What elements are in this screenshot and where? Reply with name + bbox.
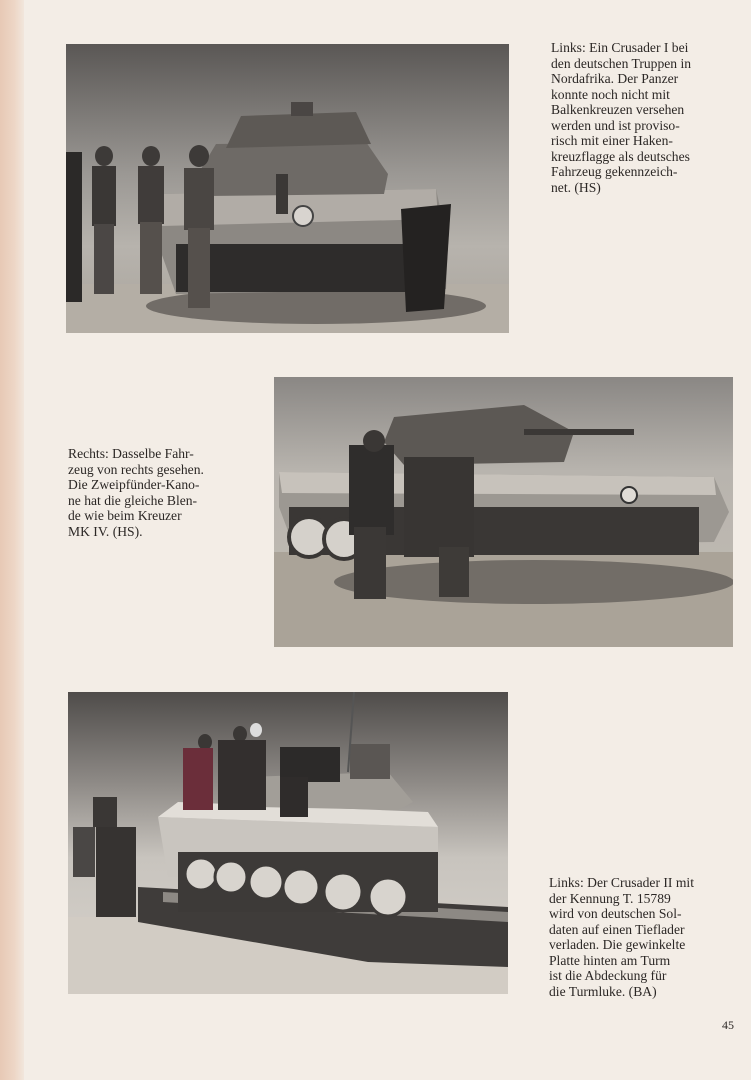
caption-line: Balkenkreuzen versehen — [551, 102, 685, 117]
caption-line: Fahrzeug gekennzeich- — [551, 164, 678, 179]
page-number: 45 — [722, 1018, 734, 1032]
photo-crusader-front — [66, 44, 509, 333]
caption-line: werden und ist proviso- — [551, 117, 680, 133]
caption-line: ne hat die gleiche Blen- — [68, 492, 198, 508]
caption-photo-2 — [68, 446, 268, 539]
caption-line: der Kennung T. 15789 — [549, 890, 671, 906]
caption-line: kreuzflagge als deutsches — [551, 148, 690, 164]
photo-crusader-right-side — [274, 377, 733, 647]
caption-line: die Turmluke. (BA) — [549, 983, 657, 999]
caption-line: zeug von rechts gesehen. — [68, 461, 204, 477]
caption-line: Links: Der Crusader II mit — [549, 875, 694, 890]
caption-line: Nordafrika. Der Panzer — [551, 71, 679, 86]
caption-line: Links: Ein Crusader I bei — [551, 40, 689, 55]
caption-line: net. (HS) — [551, 179, 601, 195]
caption-photo-1 — [551, 40, 736, 195]
photo-crusader-low-loader — [68, 692, 508, 994]
page-binding-edge — [0, 0, 24, 1080]
caption-line: den deutschen Truppen in — [551, 55, 692, 71]
caption-line: daten auf einen Tieflader — [549, 921, 685, 937]
caption-line: Platte hinten am Turm — [549, 952, 671, 968]
caption-line: Die Zweipfünder-Kano- — [68, 477, 200, 492]
caption-line: ist die Abdeckung für — [549, 968, 667, 983]
caption-line: de wie beim Kreuzer — [68, 508, 182, 523]
caption-line: konnte noch nicht mit — [551, 86, 670, 102]
caption-line: MK IV. (HS). — [68, 523, 143, 539]
caption-line: wird von deutschen Sol- — [549, 906, 682, 921]
caption-line: verladen. Die gewinkelte — [549, 937, 686, 952]
caption-photo-3 — [549, 875, 744, 999]
caption-line: Rechts: Dasselbe Fahr- — [68, 446, 194, 461]
caption-line: risch mit einer Haken- — [551, 133, 673, 148]
